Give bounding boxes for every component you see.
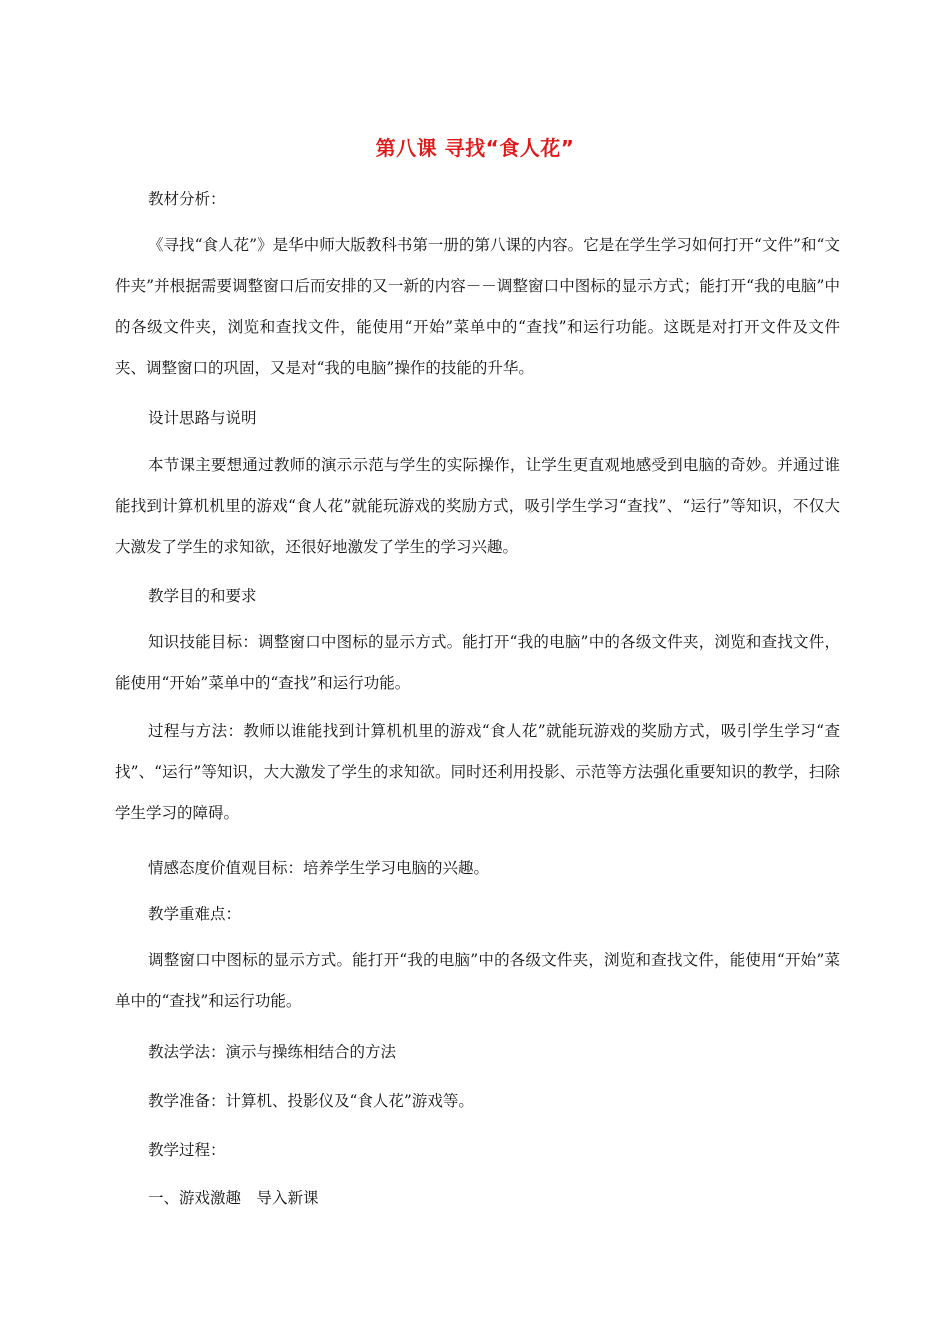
step-one-line: 一、游戏激趣 导入新课	[148, 1189, 319, 1207]
key-points-paragraph: 调整窗口中图标的显示方式。能打开“我的电脑”中的各级文件夹，浏览和查找文件，能使用“开始”菜单中的“查找”和运行功能。	[115, 951, 840, 1010]
design-paragraph: 本节课主要想通过教师的演示示范与学生的实际操作，让学生更直观地感受到电脑的奇妙。并通过谁能找到计算机机里的游戏“食人花”就能玩游戏的奖励方式，吸引学生学习“查找”、“运行”等知识，不仅大大激发了学生的求知欲，还很好地激发了学生的学习兴趣。	[115, 456, 840, 556]
material-analysis-paragraph: 《寻找“食人花”》是华中师大版教科书第一册的第八课的内容。它是在学生学习如何打开“文件”和“文件夹”并根据需要调整窗口后而安排的又一新的内容－－调整窗口中图标的显示方式；能打开“我的电脑”中的各级文件夹，浏览和查找文件，能使用“开始”菜单中的“查找”和运行功能。这既是对打开文件及文件夹、调整窗口的巩固，又是对“我的电脑”操作的技能的升华。	[115, 236, 840, 377]
methods-line: 教法学法：演示与操练相结合的方法	[148, 1043, 397, 1061]
design-heading: 设计思路与说明	[148, 409, 257, 427]
page-title: 第八课 寻找“食人花”	[375, 136, 575, 160]
process-goal-paragraph: 过程与方法：教师以谁能找到计算机机里的游戏“食人花”就能玩游戏的奖励方式，吸引学生学习“查找”、“运行”等知识，大大激发了学生的求知欲。同时还利用投影、示范等方法强化重要知识的教学，扫除学生学习的障碍。	[115, 722, 840, 822]
emotion-goal-line: 情感态度价值观目标：培养学生学习电脑的兴趣。	[148, 859, 490, 877]
material-analysis-heading: 教材分析：	[148, 190, 226, 208]
process-heading: 教学过程：	[148, 1141, 226, 1159]
preparation-line: 教学准备：计算机、投影仪及“食人花”游戏等。	[148, 1092, 474, 1110]
goals-heading: 教学目的和要求	[148, 587, 257, 605]
knowledge-goal-paragraph: 知识技能目标：调整窗口中图标的显示方式。能打开“我的电脑”中的各级文件夹，浏览和查找文件，能使用“开始”菜单中的“查找”和运行功能。	[115, 633, 840, 692]
key-points-heading: 教学重难点：	[148, 905, 242, 923]
